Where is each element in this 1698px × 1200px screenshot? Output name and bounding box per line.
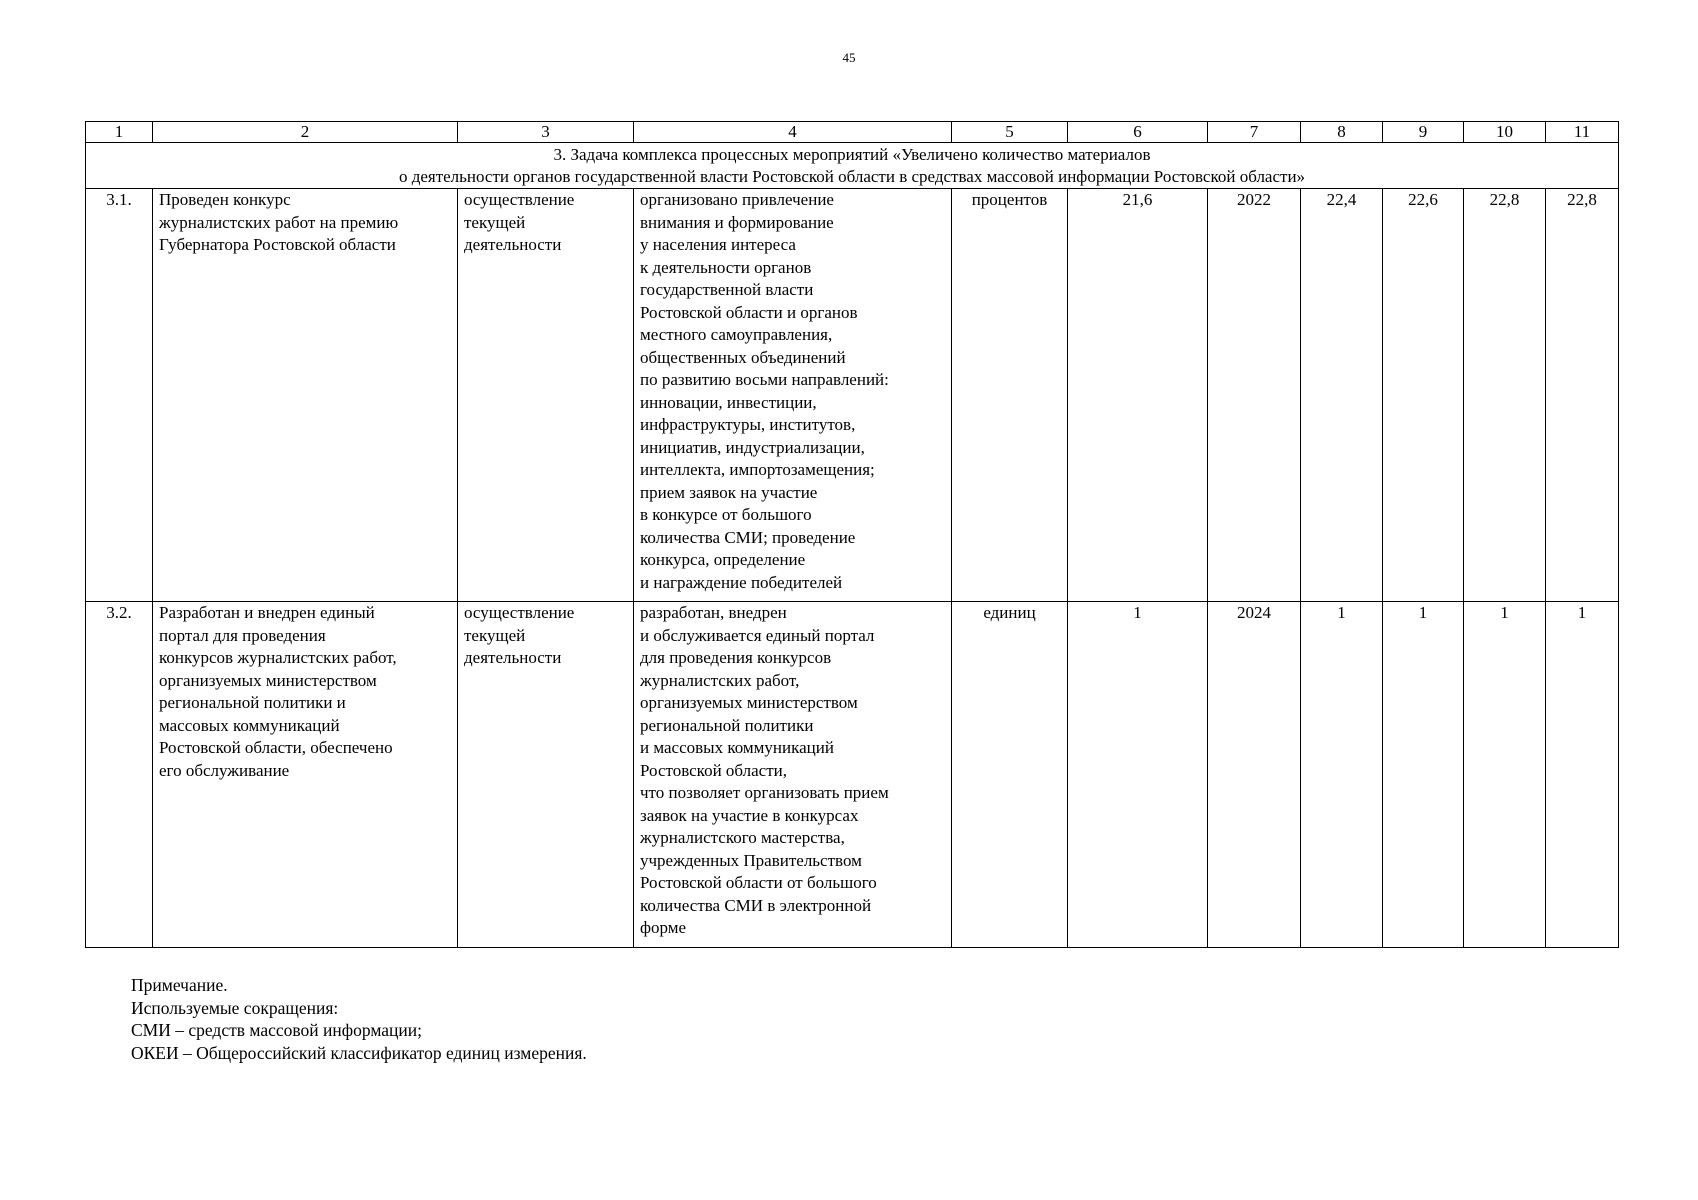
section-title-line: 3. Задача комплекса процессных мероприятий «Увеличено количество материалов: [553, 145, 1151, 164]
column-number: 7: [1208, 122, 1301, 143]
column-number: 4: [634, 122, 952, 143]
measure-description: разработан, внедрен и обслуживается единый портал для проведения конкурсов журналистских работ, организуемых министерством региональной политики и массовых коммуникаций Ростовской области, что позволяет организовать прием заявок на участие в конкурсах журналистского мастерства, учрежденных Правительством Ростовской области от большого количества СМИ в электронной форме: [634, 602, 952, 948]
measure-type: осуществление текущей деятельности: [458, 189, 634, 602]
value-col-11: 1: [1546, 602, 1619, 948]
column-number: 10: [1464, 122, 1546, 143]
column-number: 6: [1068, 122, 1208, 143]
column-number: 11: [1546, 122, 1619, 143]
measure-name: Проведен конкурс журналистских работ на премию Губернатора Ростовской области: [153, 189, 458, 602]
table-row: [86, 602, 1619, 948]
value-col-9: 1: [1383, 602, 1464, 948]
abbreviation-item: ОКЕИ – Общероссийский классификатор единиц измерения.: [131, 1042, 587, 1063]
notes-block: [131, 974, 587, 1064]
measure-type: осуществление текущей деятельности: [458, 602, 634, 948]
value-col-8: 22,4: [1301, 189, 1383, 602]
page-number: 45: [842, 50, 856, 65]
column-number: 2: [153, 122, 458, 143]
row-number: 3.1.: [86, 189, 153, 602]
value-col-8: 1: [1301, 602, 1383, 948]
value-col-11: 22,8: [1546, 189, 1619, 602]
column-number: 9: [1383, 122, 1464, 143]
section-title: [86, 143, 1619, 189]
unit: процентов: [952, 189, 1068, 602]
measure-description: организовано привлечение внимания и формирование у населения интереса к деятельности органов государственной власти Ростовской области и органов местного самоуправления, общественных объединений по развитию восьми направлений: инновации, инвестиции, инфраструктуры, институтов, инициатив, индустриализации, интеллекта, импортозамещения; прием заявок на участие в конкурсе от большого количества СМИ; проведение конкурса, определение и награждение победителей: [634, 189, 952, 602]
column-number: 8: [1301, 122, 1383, 143]
abbreviation-item: СМИ – средств массовой информации;: [131, 1020, 423, 1040]
table-row: [86, 189, 1619, 602]
notes-heading: Примечание.: [131, 975, 228, 995]
column-number: 1: [86, 122, 153, 143]
value-col-10: 1: [1464, 602, 1546, 948]
section-header-row: [86, 143, 1619, 189]
measure-name: Разработан и внедрен единый портал для проведения конкурсов журналистских работ, организуемых министерством региональной политики и массовых коммуникаций Ростовской области, обеспечено его обслуживание: [153, 602, 458, 948]
column-number: 5: [952, 122, 1068, 143]
indicators-table: [85, 121, 1619, 948]
row-number: 3.2.: [86, 602, 153, 948]
base-value: 21,6: [1068, 189, 1208, 602]
column-number: 3: [458, 122, 634, 143]
base-year: 2024: [1208, 602, 1301, 948]
notes-intro: Используемые сокращения:: [131, 997, 339, 1018]
base-year: 2022: [1208, 189, 1301, 602]
column-number-row: [86, 122, 1619, 143]
value-col-9: 22,6: [1383, 189, 1464, 602]
base-value: 1: [1068, 602, 1208, 948]
section-title-line: о деятельности органов государственной власти Ростовской области в средствах массовой информации Ростовской области»: [398, 167, 1306, 186]
unit: единиц: [952, 602, 1068, 948]
value-col-10: 22,8: [1464, 189, 1546, 602]
